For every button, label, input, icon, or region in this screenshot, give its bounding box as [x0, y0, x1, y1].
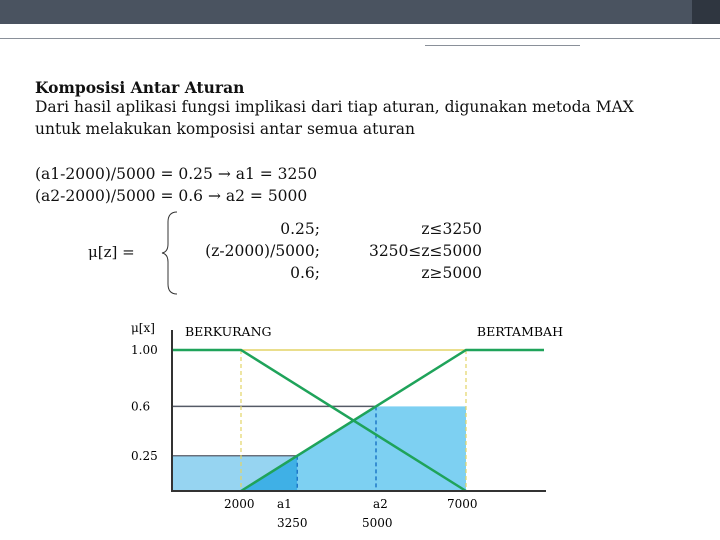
y-tick-label: 0.25: [131, 448, 158, 463]
case-cond-3: z≥5000: [421, 264, 482, 282]
case-cond-1: z≤3250: [421, 220, 482, 238]
set-label-berkurang: BERKURANG: [185, 324, 272, 339]
x-tick-label: a2: [373, 497, 388, 511]
calc-line-1: (a1-2000)/5000 = 0.25 → a1 = 3250: [35, 165, 318, 183]
y-tick-label: 0.6: [131, 399, 151, 414]
x-tick-value-label: 5000: [362, 516, 393, 530]
x-tick-label: 2000: [224, 497, 255, 511]
slide-heading: Komposisi Antar Aturan: [35, 78, 245, 97]
y-axis-label: μ[x]: [131, 321, 155, 335]
case-cond-2: 3250≤z≤5000: [368, 242, 482, 260]
membership-label: μ[z] =: [88, 243, 135, 261]
body-line-1: Dari hasil aplikasi fungsi implikasi dari tiap aturan, digunakan metoda MAX: [35, 98, 634, 116]
x-tick-label: a1: [277, 497, 292, 511]
composed-area-high: [376, 406, 466, 491]
x-tick-label: 7000: [447, 497, 478, 511]
body-line-2: untuk melakukan komposisi antar semua aturan: [35, 120, 415, 138]
set-label-bertambah: BERTAMBAH: [476, 324, 563, 339]
case-expr-3: 0.6;: [290, 264, 320, 282]
x-tick-value-label: 3250: [277, 516, 308, 530]
y-tick-label: 1.00: [131, 343, 158, 357]
case-expr-1: 0.25;: [280, 220, 320, 238]
calc-line-2: (a2-2000)/5000 = 0.6 → a2 = 5000: [35, 187, 308, 205]
case-expr-2: (z-2000)/5000;: [205, 242, 320, 260]
